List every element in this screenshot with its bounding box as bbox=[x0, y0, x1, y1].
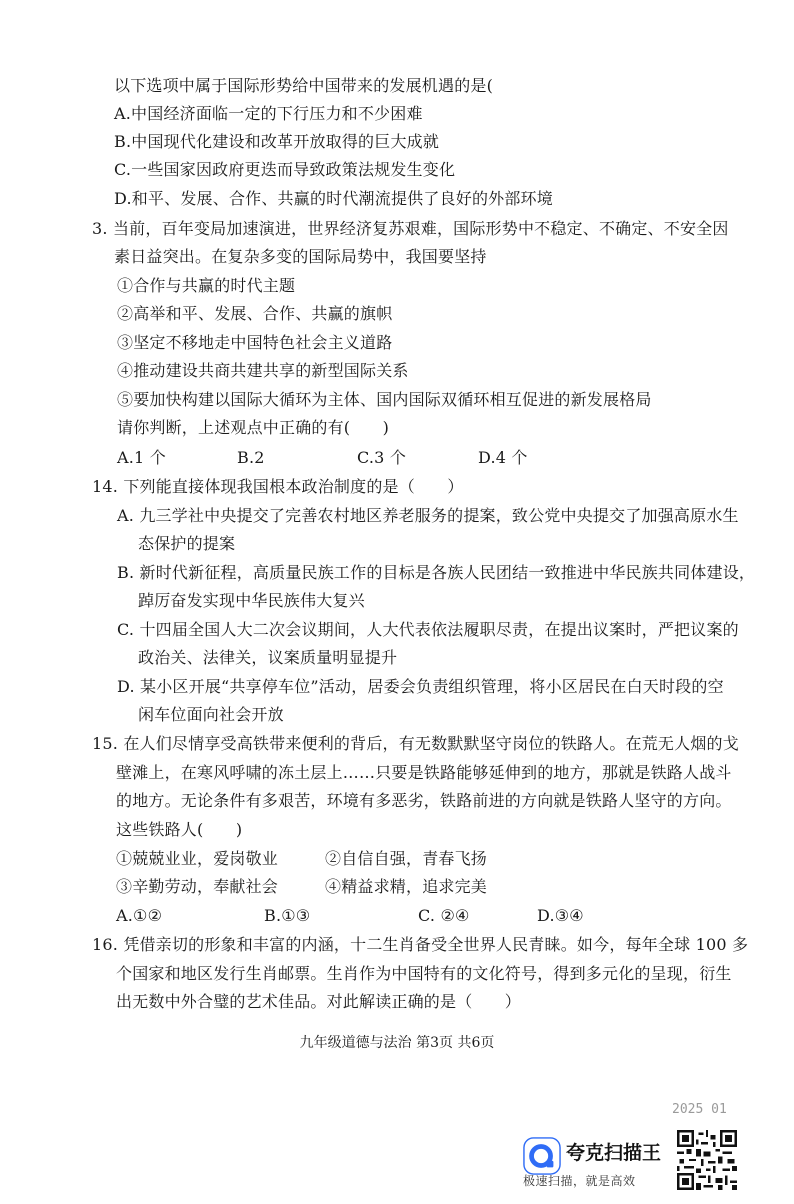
option-b: B.①③ bbox=[264, 906, 311, 925]
question-13-stem-line2: 素日益突出。在复杂多变的国际局势中，我国要坚持 bbox=[114, 247, 487, 266]
option-c: C.一些国家因政府更迭而导致政策法规发生变化 bbox=[114, 160, 456, 179]
option-a: A.1 个 bbox=[117, 448, 166, 467]
option-c: C.3 个 bbox=[357, 448, 407, 467]
question-14-stem: 14. 下列能直接体现我国根本政治制度的是（ ） bbox=[92, 477, 464, 496]
option-d: D.4 个 bbox=[478, 448, 528, 467]
option-b: B.中国现代化建设和改革开放取得的巨大成就 bbox=[114, 132, 440, 151]
scanner-watermark bbox=[523, 1132, 673, 1192]
statement-4: ④推动建设共商共建共享的新型国际关系 bbox=[117, 361, 409, 380]
question-15-stem-line3: 的地方。无论条件有多艰苦，环境有多恶劣，铁路前进的方向就是铁路人坚守的方向。 bbox=[116, 791, 732, 810]
option-d-continued: 闲车位面向社会开放 bbox=[138, 705, 284, 724]
option-c-continued: 政治关、法律关，议案质量明显提升 bbox=[138, 648, 398, 667]
scan-date-stamp: 2025 01 bbox=[672, 1102, 727, 1117]
option-c: C. ②④ bbox=[418, 906, 470, 925]
brand-name: 夸克扫描王 bbox=[566, 1142, 662, 1164]
statement-3: ③坚定不移地走中国特色社会主义道路 bbox=[117, 333, 393, 352]
option-b: B.2 bbox=[237, 448, 265, 467]
question-15-stem-line2: 壁滩上，在寒风呼啸的冻土层上……只要是铁路能够延伸到的地方，那就是铁路人战斗 bbox=[116, 763, 732, 782]
question-13-prompt: 请你判断，上述观点中正确的有( ) bbox=[117, 418, 390, 437]
statement-2: ②自信自强，青春飞扬 bbox=[325, 849, 488, 868]
quark-logo-icon bbox=[523, 1137, 561, 1175]
statement-1: ①合作与共赢的时代主题 bbox=[117, 276, 296, 295]
question-15-prompt: 这些铁路人( ) bbox=[116, 820, 243, 839]
qr-code-icon bbox=[677, 1130, 737, 1190]
question-15-stem: 15. 在人们尽情享受高铁带来便利的背后，有无数默默坚守岗位的铁路人。在荒无人烟的戈 bbox=[92, 734, 739, 753]
option-a: A.中国经济面临一定的下行压力和不少困难 bbox=[114, 104, 423, 123]
option-c: C. 十四届全国人大二次会议期间，人大代表依法履职尽责，在提出议案时，严把议案的 bbox=[117, 620, 739, 639]
question-16-stem: 16. 凭借亲切的形象和丰富的内涵，十二生肖备受全世界人民青睐。如今，每年全球 100 多 bbox=[92, 935, 749, 954]
option-d: D.和平、发展、合作、共赢的时代潮流提供了良好的外部环境 bbox=[114, 189, 553, 208]
statement-5: ⑤要加快构建以国际大循环为主体、国内国际双循环相互促进的新发展格局 bbox=[117, 390, 652, 409]
question-stem-continued: 以下选项中属于国际形势给中国带来的发展机遇的是( bbox=[114, 76, 494, 95]
question-16-stem-line2: 个国家和地区发行生肖邮票。生肖作为中国特有的文化符号，得到多元化的呈现，衍生 bbox=[116, 964, 732, 983]
option-d: D. 某小区开展“共享停车位”活动，居委会负责组织管理，将小区居民在白天时段的空 bbox=[117, 677, 724, 696]
option-b-continued: 踔厉奋发实现中华民族伟大复兴 bbox=[138, 591, 365, 610]
statement-1: ①兢兢业业，爱岗敬业 bbox=[116, 849, 279, 868]
option-a: A. 九三学社中央提交了完善农村地区养老服务的提案，致公党中央提交了加强高原水生 bbox=[117, 506, 739, 525]
question-13-stem: 3. 当前，百年变局加速演进，世界经济复苏艰难，国际形势中不稳定、不确定、不安全因 bbox=[92, 219, 729, 238]
option-a-continued: 态保护的提案 bbox=[138, 534, 236, 553]
option-a: A.①② bbox=[116, 906, 163, 925]
brand-slogan: 极速扫描，就是高效 bbox=[523, 1174, 636, 1188]
statement-2: ②高举和平、发展、合作、共赢的旗帜 bbox=[117, 304, 393, 323]
question-16-stem-line3: 出无数中外合璧的艺术佳品。对此解读正确的是（ ） bbox=[116, 992, 522, 1011]
statement-3: ③辛勤劳动，奉献社会 bbox=[116, 877, 279, 896]
page-footer: 九年级道德与法治 第3页 共6页 bbox=[299, 1035, 495, 1051]
option-d: D.③④ bbox=[537, 906, 584, 925]
option-b: B. 新时代新征程，高质量民族工作的目标是各族人民团结一致推进中华民族共同体建设， bbox=[117, 563, 756, 582]
statement-4: ④精益求精，追求完美 bbox=[325, 877, 488, 896]
